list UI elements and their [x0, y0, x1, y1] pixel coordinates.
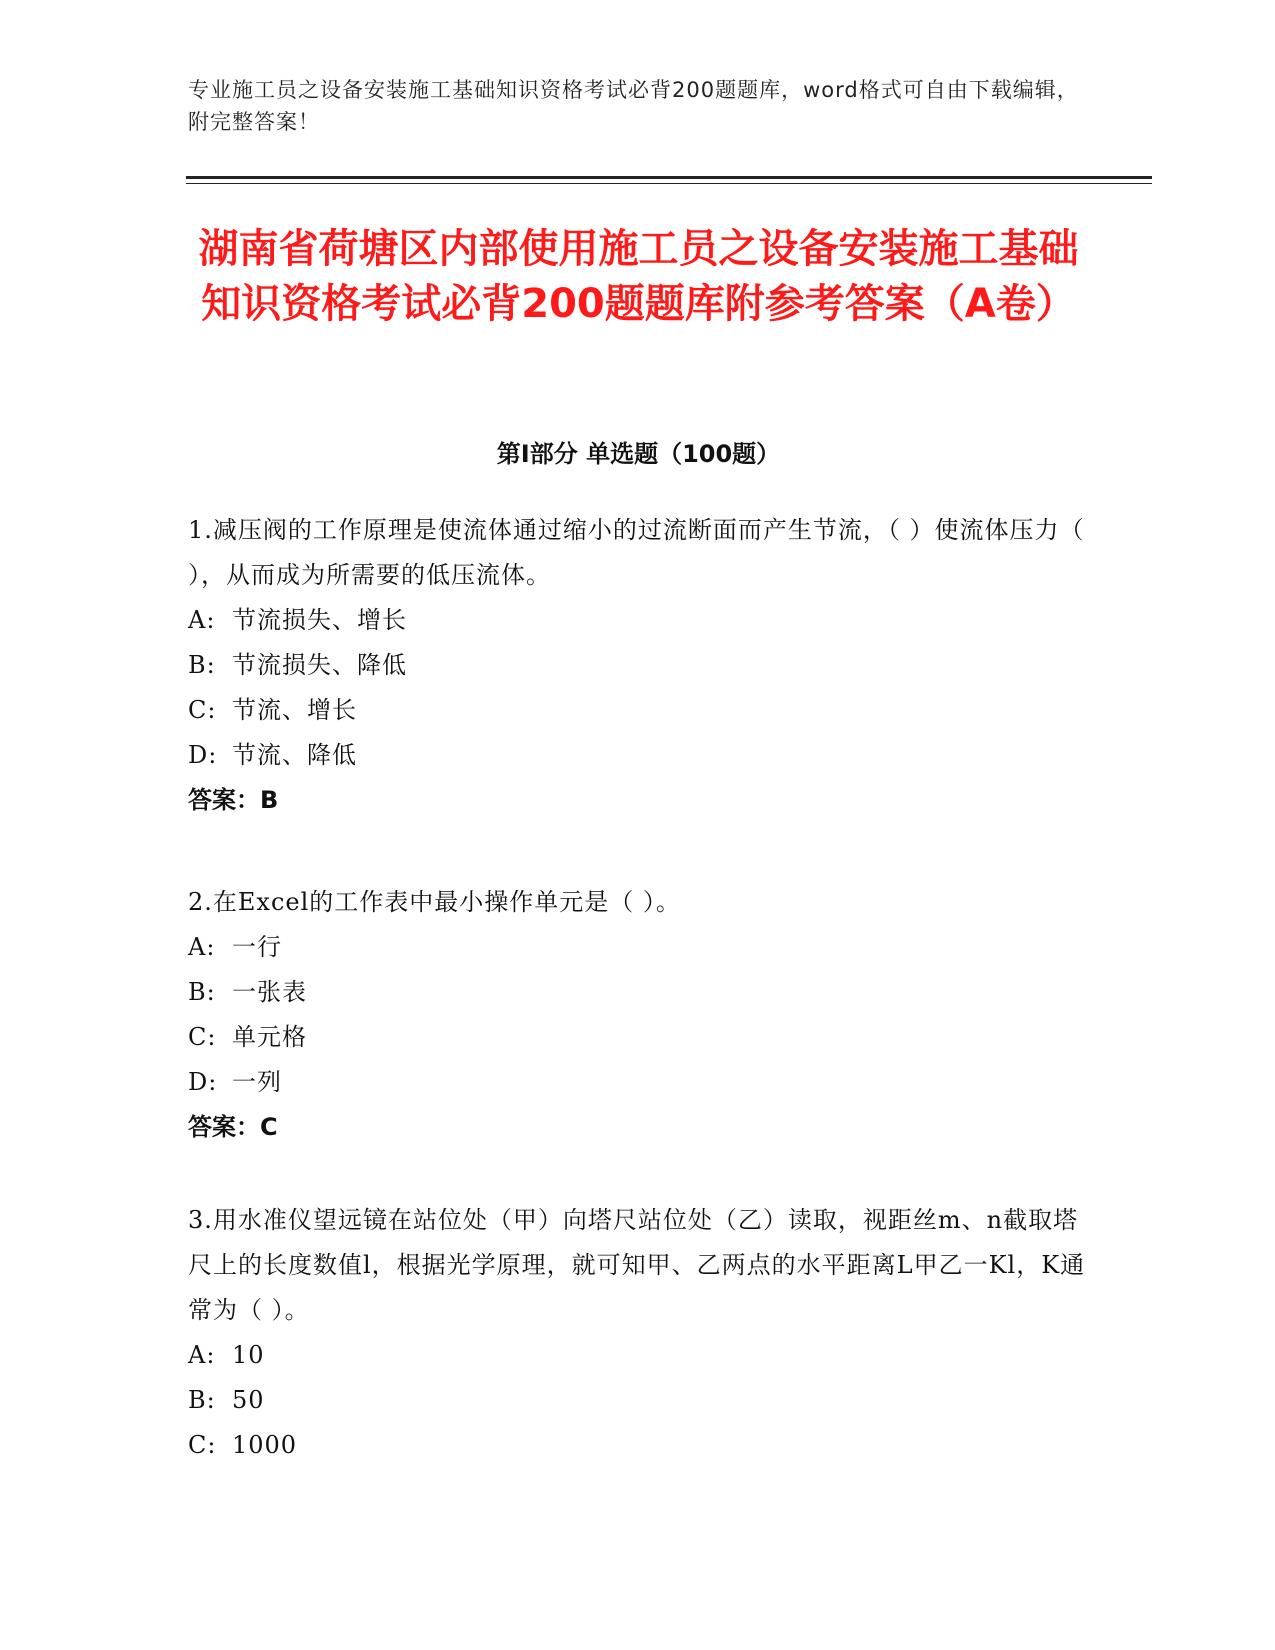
option-text: 节流损失、增长 [232, 606, 407, 634]
option-c [188, 1423, 1088, 1468]
question-2 [188, 880, 1088, 1150]
option-b [188, 1378, 1088, 1423]
option-d [188, 1060, 1088, 1105]
option-key: A: [188, 933, 216, 961]
option-key: A: [188, 1341, 216, 1369]
option-c [188, 1015, 1088, 1060]
option-key: B: [188, 978, 216, 1006]
option-text: 一列 [232, 1068, 282, 1096]
option-key: B: [188, 1386, 216, 1414]
option-key: A: [188, 606, 216, 634]
option-text: 节流、增长 [232, 696, 357, 724]
option-a [188, 925, 1088, 970]
header-rule-thick [186, 176, 1152, 179]
option-c [188, 688, 1088, 733]
option-a [188, 598, 1088, 643]
option-key: C: [188, 1023, 217, 1051]
question-stem: 3.用水准仪望远镜在站位处（甲）向塔尺站位处（乙）读取，视距丝m、n截取塔尺上的长度数值l，根据光学原理，就可知甲、乙两点的水平距离L甲乙一Kl，K通常为（ ）。 [188, 1206, 1086, 1324]
question-1 [188, 508, 1088, 823]
option-text: 1000 [232, 1431, 298, 1459]
header-note: 专业施工员之设备安装施工基础知识资格考试必背200题题库，word格式可自由下载编辑，附完整答案！ [188, 78, 1079, 134]
header-rule-thin [186, 183, 1152, 184]
option-text: 一行 [232, 933, 282, 961]
option-key: C: [188, 1431, 217, 1459]
option-b [188, 970, 1088, 1015]
option-key: B: [188, 651, 216, 679]
option-text: 50 [232, 1386, 265, 1414]
option-text: 节流、降低 [232, 741, 357, 769]
answer: 答案：C [188, 1113, 278, 1141]
option-text: 单元格 [232, 1023, 307, 1051]
option-a [188, 1333, 1088, 1378]
option-key: C: [188, 696, 217, 724]
option-b [188, 643, 1088, 688]
document-title: 湖南省荷塘区内部使用施工员之设备安装施工基础知识资格考试必背200题题库附参考答案（A卷） [198, 226, 1079, 327]
option-text: 节流损失、降低 [232, 651, 407, 679]
answer: 答案：B [188, 786, 279, 814]
option-key: D: [188, 741, 218, 769]
option-text: 一张表 [232, 978, 307, 1006]
question-3 [188, 1198, 1088, 1468]
section-heading: 第I部分 单选题（100题） [496, 440, 781, 468]
option-key: D: [188, 1068, 218, 1096]
option-d [188, 733, 1088, 778]
question-stem: 2.在Excel的工作表中最小操作单元是（ ）。 [188, 888, 681, 916]
question-stem: 1.减压阀的工作原理是使流体通过缩小的过流断面而产生节流，（ ）使流体压力（ ），从而成为所需要的低压流体。 [188, 516, 1085, 589]
option-text: 10 [232, 1341, 265, 1369]
